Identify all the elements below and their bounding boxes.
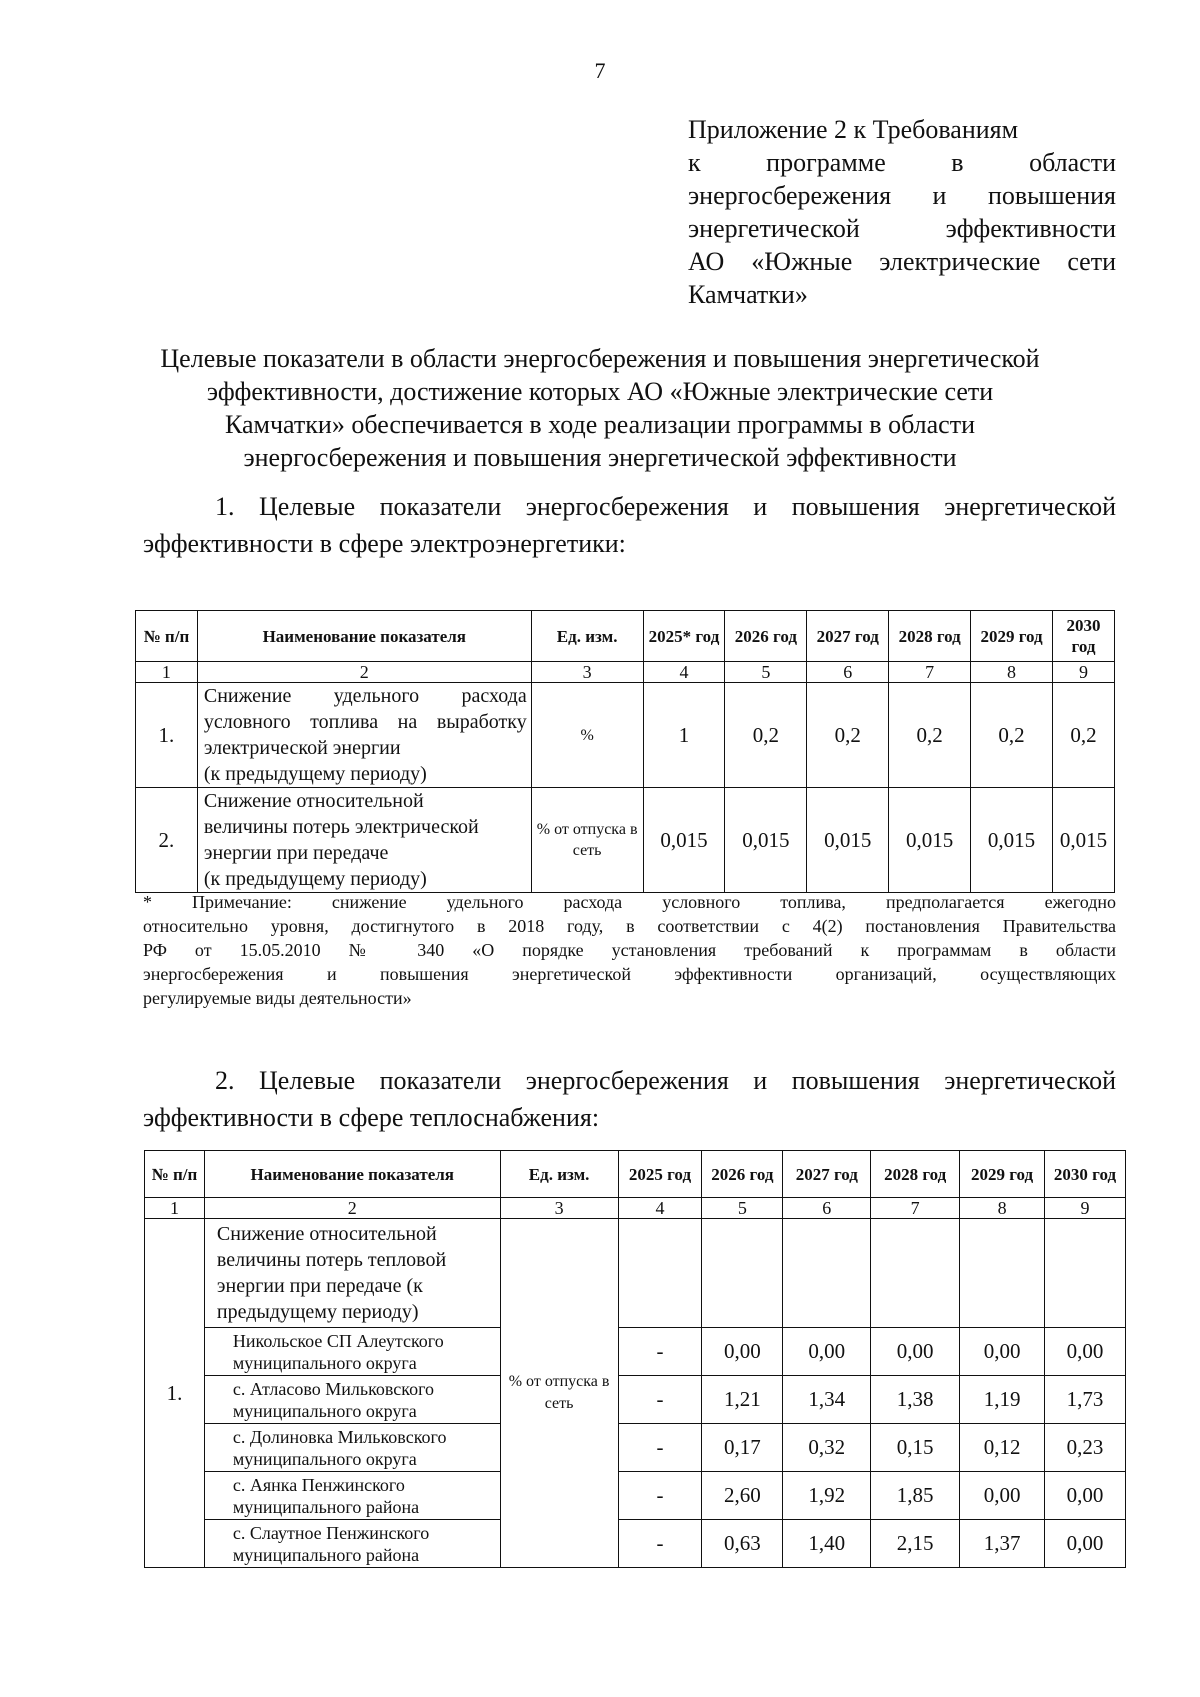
section1-heading-line2: эффективности в сфере электроэнергетики: — [143, 529, 626, 558]
value-cell: 1,73 — [1045, 1376, 1126, 1424]
header-year: 2028 год — [889, 611, 971, 662]
column-index: 4 — [618, 1198, 702, 1219]
indicator-name: Снижение относительной величины потерь тепловой энергии при передаче (к предыдущему периоду) — [204, 1219, 500, 1328]
row-number: 1. — [136, 683, 198, 788]
indicator-name: Снижение удельного расхода условного топлива на выработку электрической энергии (к предыдущему периоду) — [197, 683, 531, 788]
value-cell: 0,00 — [702, 1328, 783, 1376]
column-index: 3 — [531, 662, 643, 683]
value-cell: 0,015 — [889, 788, 971, 893]
header-year: 2027 год — [783, 1151, 871, 1198]
empty-cell — [702, 1219, 783, 1328]
column-index: 9 — [1052, 662, 1114, 683]
table-row — [136, 788, 1115, 893]
column-index: 5 — [702, 1198, 783, 1219]
column-index-row — [136, 662, 1115, 683]
header-unit: Ед. изм. — [500, 1151, 618, 1198]
column-index: 6 — [807, 662, 889, 683]
header-year: 2028 год — [871, 1151, 960, 1198]
table-group-row — [145, 1219, 1126, 1328]
value-cell: 1,38 — [871, 1376, 960, 1424]
header-year: 2026 год — [702, 1151, 783, 1198]
header-unit: Ед. изм. — [531, 611, 643, 662]
value-cell: 2,15 — [871, 1520, 960, 1568]
table-header-row — [145, 1151, 1126, 1198]
locality-name: с. Слаутное Пенжинского муниципального района — [204, 1520, 500, 1568]
value-cell: 0,015 — [807, 788, 889, 893]
appendix-line: энергосбережения и повышения — [688, 181, 1116, 210]
empty-cell — [1045, 1219, 1126, 1328]
row-number: 1. — [145, 1219, 205, 1568]
title-line: Целевые показатели в области энергосбережения и повышения энергетической — [160, 344, 1040, 373]
header-name: Наименование показателя — [204, 1151, 500, 1198]
appendix-reference — [688, 113, 1116, 311]
header-year: 2025* год — [643, 611, 725, 662]
header-num: № п/п — [145, 1151, 205, 1198]
locality-name: с. Атласово Мильковского муниципального округа — [204, 1376, 500, 1424]
header-year: 2030 год — [1052, 611, 1114, 662]
appendix-line: энергетической эффективности — [688, 214, 1116, 243]
value-cell: 1,19 — [960, 1376, 1045, 1424]
column-index: 2 — [197, 662, 531, 683]
table-row — [136, 683, 1115, 788]
value-cell: - — [618, 1328, 702, 1376]
header-year: 2029 год — [971, 611, 1053, 662]
footnote-line: РФ от 15.05.2010 № 340 «О порядке установления требований к программам в области — [143, 940, 1116, 960]
value-cell: 1 — [643, 683, 725, 788]
value-cell: 0,00 — [1045, 1472, 1126, 1520]
row-number: 2. — [136, 788, 198, 893]
column-index: 2 — [204, 1198, 500, 1219]
value-cell: 0,015 — [971, 788, 1053, 893]
locality-name: с. Аянка Пенжинского муниципального района — [204, 1472, 500, 1520]
value-cell: 0,15 — [871, 1424, 960, 1472]
title-line: Камчатки» обеспечивается в ходе реализации программы в области — [224, 410, 975, 439]
header-year: 2027 год — [807, 611, 889, 662]
column-index-row — [145, 1198, 1126, 1219]
unit: % от отпуска в сеть — [531, 788, 643, 893]
value-cell: 0,23 — [1045, 1424, 1126, 1472]
unit: % от отпуска в сеть — [500, 1219, 618, 1568]
header-year: 2029 год — [960, 1151, 1045, 1198]
value-cell: 0,2 — [971, 683, 1053, 788]
section2-heading-line1: 2. Целевые показатели энергосбережения и повышения энергетической — [215, 1066, 1116, 1095]
value-cell: 0,12 — [960, 1424, 1045, 1472]
table-row — [145, 1472, 1126, 1520]
column-index: 3 — [500, 1198, 618, 1219]
empty-cell — [783, 1219, 871, 1328]
empty-cell — [871, 1219, 960, 1328]
value-cell: 0,015 — [643, 788, 725, 893]
value-cell: 1,40 — [783, 1520, 871, 1568]
value-cell: - — [618, 1472, 702, 1520]
table-row — [145, 1376, 1126, 1424]
value-cell: 0,32 — [783, 1424, 871, 1472]
value-cell: 1,92 — [783, 1472, 871, 1520]
value-cell: 0,2 — [889, 683, 971, 788]
value-cell: 0,00 — [960, 1328, 1045, 1376]
table-row — [145, 1520, 1126, 1568]
column-index: 1 — [145, 1198, 205, 1219]
locality-name: Никольское СП Алеутского муниципального округа — [204, 1328, 500, 1376]
heat-supply-indicators-table — [144, 1150, 1126, 1568]
column-index: 7 — [889, 662, 971, 683]
table-row — [145, 1424, 1126, 1472]
title-line: энергосбережения и повышения энергетической эффективности — [243, 443, 957, 472]
appendix-line: Приложение 2 к Требованиям — [688, 115, 1019, 144]
section2-heading-line2: эффективности в сфере теплоснабжения: — [143, 1103, 600, 1132]
header-num: № п/п — [136, 611, 198, 662]
locality-name: с. Долиновка Мильковского муниципального округа — [204, 1424, 500, 1472]
column-index: 6 — [783, 1198, 871, 1219]
value-cell: - — [618, 1376, 702, 1424]
section1-heading — [143, 488, 1116, 562]
column-index: 5 — [725, 662, 807, 683]
empty-cell — [960, 1219, 1045, 1328]
value-cell: 0,2 — [1052, 683, 1114, 788]
section2-heading — [143, 1062, 1116, 1136]
appendix-line: к программе в области — [688, 148, 1116, 177]
header-name: Наименование показателя — [197, 611, 531, 662]
column-index: 7 — [871, 1198, 960, 1219]
value-cell: 0,2 — [725, 683, 807, 788]
column-index: 4 — [643, 662, 725, 683]
value-cell: 0,00 — [783, 1328, 871, 1376]
value-cell: 0,17 — [702, 1424, 783, 1472]
column-index: 8 — [960, 1198, 1045, 1219]
value-cell: 0,00 — [1045, 1520, 1126, 1568]
value-cell: - — [618, 1520, 702, 1568]
value-cell: 0,015 — [1052, 788, 1114, 893]
footnote-line: регулируемые виды деятельности» — [143, 988, 412, 1008]
header-year: 2030 год — [1045, 1151, 1126, 1198]
value-cell: 1,37 — [960, 1520, 1045, 1568]
value-cell: 2,60 — [702, 1472, 783, 1520]
table-row — [145, 1328, 1126, 1376]
value-cell: 0,00 — [960, 1472, 1045, 1520]
unit: % — [531, 683, 643, 788]
value-cell: 0,2 — [807, 683, 889, 788]
section1-heading-line1: 1. Целевые показатели энергосбережения и повышения энергетической — [215, 492, 1116, 521]
title-line: эффективности, достижение которых АО «Южные электрические сети — [206, 377, 994, 406]
column-index: 9 — [1045, 1198, 1126, 1219]
value-cell: 1,34 — [783, 1376, 871, 1424]
value-cell: - — [618, 1424, 702, 1472]
column-index: 1 — [136, 662, 198, 683]
footnote-line: * Примечание: снижение удельного расхода условного топлива, предполагается ежегодно — [143, 892, 1116, 912]
indicator-name: Снижение относительной величины потерь электрической энергии при передаче (к предыдущему периоду) — [197, 788, 531, 893]
value-cell: 1,21 — [702, 1376, 783, 1424]
footnote-line: энергосбережения и повышения энергетической эффективности организаций, осуществляющих — [143, 964, 1116, 984]
footnote-line: относительно уровня, достигнутого в 2018 году, в соответствии с 4(2) постановления Правительства — [143, 916, 1116, 936]
table-footnote — [143, 890, 1116, 1010]
electricity-indicators-table — [135, 610, 1115, 893]
document-title — [130, 342, 1070, 474]
value-cell: 0,63 — [702, 1520, 783, 1568]
appendix-line: АО «Южные электрические сети — [688, 247, 1116, 276]
value-cell: 0,00 — [871, 1328, 960, 1376]
column-index: 8 — [971, 662, 1053, 683]
empty-cell — [618, 1219, 702, 1328]
header-year: 2026 год — [725, 611, 807, 662]
table-header-row — [136, 611, 1115, 662]
value-cell: 0,015 — [725, 788, 807, 893]
appendix-line: Камчатки» — [688, 280, 808, 309]
value-cell: 0,00 — [1045, 1328, 1126, 1376]
page-number: 7 — [594, 58, 606, 83]
header-year: 2025 год — [618, 1151, 702, 1198]
value-cell: 1,85 — [871, 1472, 960, 1520]
